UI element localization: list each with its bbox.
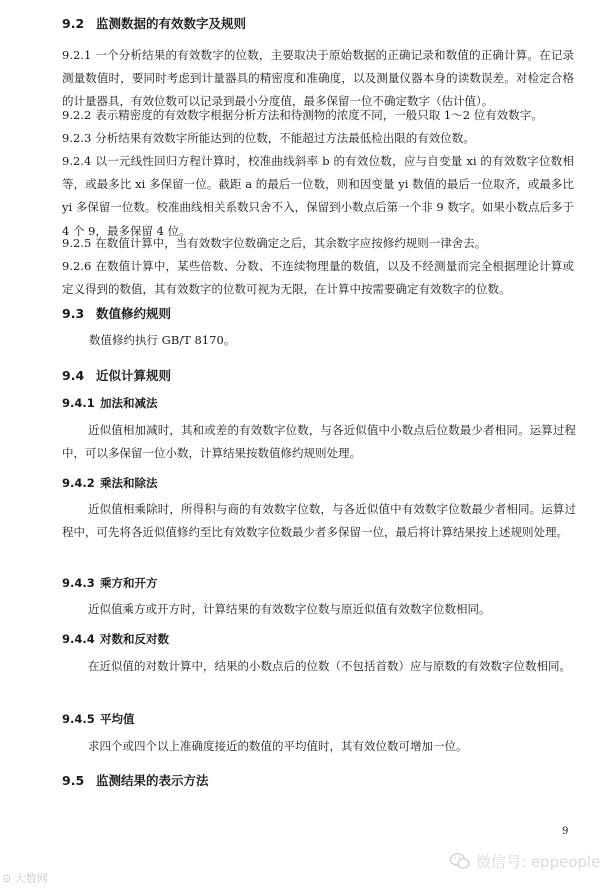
- section-heading-9-4: [62, 366, 171, 384]
- subsection-number: 9.4.5: [62, 712, 95, 726]
- subsection-heading-9-4-2: [62, 475, 158, 491]
- watermark-right: [450, 851, 600, 872]
- subsection-heading-9-4-1: [62, 395, 158, 411]
- clause-9-2-4: [62, 150, 574, 243]
- clause-9-2-5: [62, 232, 574, 255]
- subsection-text-9-4-4: 在近似值的对数计算中，结果的小数点后的位数（不包括首数）应与原数的有效数字位数相同。: [88, 659, 571, 673]
- subsection-heading-9-4-4: [62, 631, 169, 647]
- section-title: 监测数据的有效数字及规则: [96, 16, 247, 31]
- subsection-title: 对数和反对数: [100, 632, 169, 646]
- clause-9-2-6: [62, 255, 574, 301]
- subsection-text-9-4-5: 求四个或四个以上准确度接近的数值的平均值时，其有效位数可增加一位。: [88, 739, 468, 753]
- clause-text: 在数值计算中，当有效数字位数确定之后，其余数字应按修约规则一律舍去。: [95, 236, 487, 250]
- clause-number: 9.2.5: [62, 236, 92, 250]
- section-number: 9.2: [62, 16, 85, 31]
- subsection-title: 加法和减法: [100, 396, 158, 410]
- section-number: 9.5: [62, 773, 85, 788]
- clause-9-2-3: [62, 127, 574, 150]
- watermark-right-text: 微信号: eppeople: [476, 853, 601, 871]
- subsection-text-9-4-1: 近似值相加减时，其和或差的有效数字位数，与各近似值中小数点后位数最少者相同。运算过程中，可以多保留一位小数，计算结果按数值修约规则处理。: [62, 423, 576, 461]
- subsection-number: 9.4.1: [62, 396, 95, 410]
- clause-number: 9.2.1: [62, 48, 92, 62]
- clause-text: 一个分析结果的有效数字的位数，主要取决于原始数据的正确记录和数值的正确计算。在记录测量数值时，要同时考虑到计量器具的精密度和准确度，以及测量仪器本身的读数误差。对检定合格的计量器具，有效位数可以记录到最小分度值，最多保留一位不确定数字（估计值）。: [62, 48, 574, 109]
- clause-text: 在数值计算中，某些倍数、分数、不连续物理量的数值，以及不经测量而完全根据理论计算或定义得到的数值，其有效数字的位数可视为无限，在计算中按需要确定有效数字的位数。: [62, 259, 574, 297]
- clause-number: 9.2.6: [62, 259, 92, 273]
- subsection-text-9-4-3: 近似值乘方或开方时，计算结果的有效数字位数与原近似值有效数字位数相同。: [88, 602, 491, 616]
- subsection-heading-9-4-5: [62, 711, 135, 727]
- subsection-number: 9.4.4: [62, 632, 95, 646]
- page-number: 9: [562, 826, 569, 837]
- subsection-title: 平均值: [100, 712, 135, 726]
- clause-9-2-2: [62, 104, 574, 127]
- section-heading-9-5: [62, 771, 209, 789]
- subsection-heading-9-4-3: [62, 575, 158, 591]
- section-title: 数值修约规则: [96, 306, 172, 321]
- section-heading-9-3: [62, 304, 171, 322]
- subsection-number: 9.4.3: [62, 576, 95, 590]
- clause-text: 表示精密度的有效数字根据分析方法和待测物的浓度不同，一般只取 1～2 位有效数字。: [95, 108, 543, 122]
- clause-text: 以一元线性回归方程计算时，校准曲线斜率 b 的有效位数，应与自变量 xi 的有效数字位数相等，或最多比 xi 多保留一位。截距 a 的最后一位数，则和因变量 yi 数值的最后一位取齐，或最多比 yi 多保留一位数。校准曲线相关系数只舍不入，保留到小数点后第一个非 9 数字。如果小数点后多于 4 个 9，最多保留 4 位。: [62, 154, 574, 238]
- clause-number: 9.2.4: [62, 154, 92, 168]
- wechat-icon: [450, 853, 470, 870]
- clause-number: 9.2.2: [62, 108, 92, 122]
- section-heading-9-2: [62, 14, 246, 32]
- weibo-icon: ⊙: [2, 872, 12, 885]
- subsection-number: 9.4.2: [62, 476, 95, 490]
- clause-text: 分析结果有效数字所能达到的位数，不能超过方法最低检出限的有效位数。: [95, 131, 475, 145]
- subsection-title: 乘法和除法: [100, 476, 158, 490]
- section-title: 监测结果的表示方法: [96, 773, 209, 788]
- s9-3-text: 数值修约执行 GB/T 8170。: [89, 333, 236, 347]
- subsection-title: 乘方和开方: [100, 576, 158, 590]
- watermark-left-text: 大数网: [14, 872, 48, 885]
- clause-number: 9.2.3: [62, 131, 92, 145]
- subsection-text-9-4-2: 近似值相乘除时，所得积与商的有效数字位数，与各近似值中有效数字位数最少者相同。运算过程中，可先将各近似值修约至比有效数字位数最少者多保留一位，最后将计算结果按上述规则处理。: [62, 502, 576, 540]
- section-number: 9.3: [62, 306, 85, 321]
- section-number: 9.4: [62, 368, 85, 383]
- watermark-left: [2, 870, 48, 886]
- section-title: 近似计算规则: [96, 368, 172, 383]
